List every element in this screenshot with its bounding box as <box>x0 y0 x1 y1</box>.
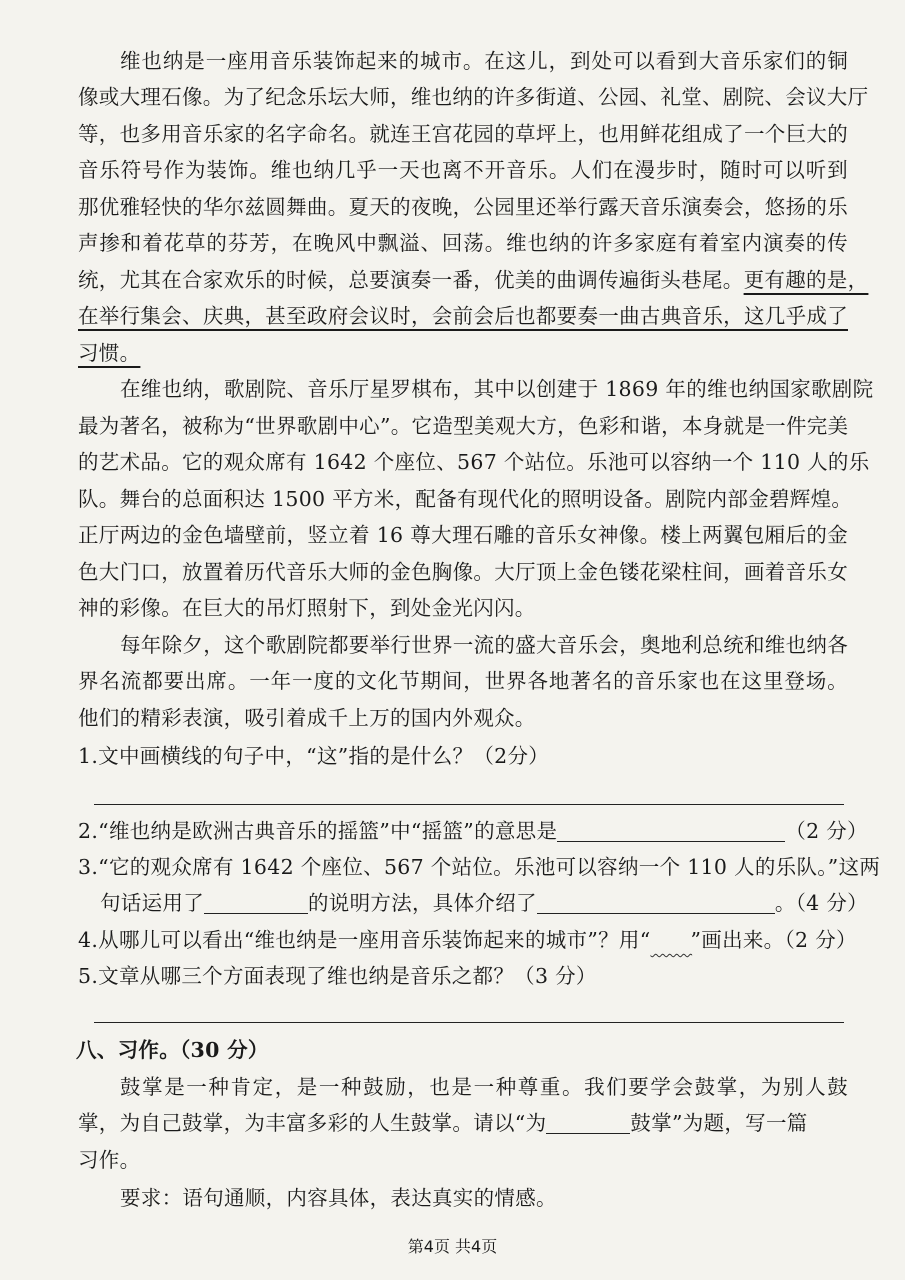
composition-intro-line-2 <box>78 1105 848 1141</box>
question-2-text: 2.“维也纳是欧洲古典音乐的摇篮”中“摇篮”的意思是 <box>78 819 558 843</box>
passage-text: 统，尤其在合家欢乐的时候，总要演奏一番，优美的曲调传遍街头巷尾。 <box>78 268 744 292</box>
section-title-composition: 八、习作。（30 分） <box>76 1038 269 1062</box>
passage-p3-line-3: 他们的精彩表演，吸引着成千上万的国内外观众。 <box>78 706 536 730</box>
question-2 <box>78 813 868 849</box>
passage-p2-line-7: 神的彩像。在巨大的吊灯照射下，到处金光闪闪。 <box>78 596 536 620</box>
answer-blank-composition-title[interactable] <box>546 1109 630 1134</box>
answer-blank-q2[interactable] <box>557 817 785 842</box>
composition-intro-line-1: 鼓掌是一种肯定，是一种鼓励，也是一种尊重。我们要学会鼓掌，为别人鼓 <box>120 1075 848 1099</box>
passage-p1-line-8 <box>78 298 848 334</box>
composition-requirement: 要求：语句通顺，内容具体，表达真实的情感。 <box>120 1186 557 1210</box>
passage-p2-line-4: 队。舞台的总面积达 1500 平方米，配备有现代化的照明设备。剧院内部金碧辉煌。 <box>78 487 853 511</box>
question-5: 5.文章从哪三个方面表现了维也纳是音乐之都？（3 分） <box>78 964 597 988</box>
page-number: 第4页 共4页 <box>407 1237 498 1256</box>
passage-p1-line-1: 维也纳是一座用音乐装饰起来的城市。在这儿，到处可以看到大音乐家们的铜 <box>120 49 848 73</box>
passage-p1-line-4: 音乐符号作为装饰。维也纳几乎一天也离不开音乐。人们在漫步时，随时可以听到 <box>78 158 848 182</box>
passage-p2-line-1: 在维也纳，歌剧院、音乐厅星罗棋布，其中以创建于 1869 年的维也纳国家歌剧院 <box>120 377 874 401</box>
composition-intro-part-b: 鼓掌”为题，写一篇 <box>630 1111 808 1135</box>
underlined-sentence: 在举行集会、庆典，甚至政府会议时，会前会后也都要奏一曲古典音乐，这几乎成了 <box>78 304 848 328</box>
answer-blank-q3-method[interactable] <box>204 889 308 914</box>
question-3-part-c: 。（4 分） <box>774 891 868 915</box>
question-3-part-b: 的说明方法，具体介绍了 <box>308 891 537 915</box>
passage-p1-line-3: 等，也多用音乐家的名字命名。就连王宫花园的草坪上，也用鲜花组成了一个巨大的 <box>78 122 848 146</box>
passage-p1-line-2: 像或大理石像。为了纪念乐坛大师，维也纳的许多街道、公园、礼堂、剧院、会议大厅 <box>78 85 869 109</box>
question-4 <box>78 922 857 958</box>
answer-line-q5[interactable] <box>94 1022 844 1023</box>
passage-p2-line-5: 正厅两边的金色墙壁前，竖立着 16 尊大理石雕的音乐女神像。楼上两翼包厢后的金 <box>78 523 848 547</box>
passage-p2-line-6: 色大门口，放置着历代音乐大师的金色胸像。大厅顶上金色镂花梁柱间，画着音乐女 <box>78 560 848 584</box>
passage-p2-line-2: 最为著名，被称为“世界歌剧中心”。它造型美观大方，色彩和谐，本身就是一件完美 <box>78 414 849 438</box>
passage-p3-line-1: 每年除夕，这个歌剧院都要举行世界一流的盛大音乐会，奥地利总统和维也纳各 <box>120 633 848 657</box>
composition-intro-part-a: 掌，为自己鼓掌，为丰富多彩的人生鼓掌。请以“为 <box>78 1111 547 1135</box>
question-3-part-a: 句话运用了 <box>100 891 204 915</box>
question-1: 1.文中画横线的句子中，“这”指的是什么？（2分） <box>78 744 550 768</box>
passage-p1-line-9 <box>78 335 848 371</box>
passage-p1-line-6: 声掺和着花草的芬芳，在晚风中飘溢、回荡。维也纳的许多家庭有着室内演奏的传 <box>78 231 848 255</box>
passage-p1-line-7 <box>78 262 869 298</box>
underlined-sentence-end: 习惯。 <box>78 341 141 365</box>
answer-line-q1[interactable] <box>94 804 844 805</box>
passage-p1-line-5: 那优雅轻快的华尔兹圆舞曲。夏天的夜晚，公园里还举行露天音乐演奏会，悠扬的乐 <box>78 195 848 219</box>
question-4-part-b: ”画出来。（2 分） <box>690 928 857 952</box>
answer-blank-q3-content[interactable] <box>537 889 775 914</box>
passage-p2-line-3: 的艺术品。它的观众席有 1642 个座位、567 个站位。乐池可以容纳一个 110 人的乐 <box>78 450 870 474</box>
passage-p3-line-2: 界名流都要出席。一年一度的文化节期间，世界各地著名的音乐家也在这里登场。 <box>78 669 848 693</box>
question-3-line-2 <box>100 885 868 921</box>
question-4-part-a: 4.从哪儿可以看出“维也纳是一座用音乐装饰起来的城市”？用“ <box>78 928 651 952</box>
question-3-line-1: 3.“它的观众席有 1642 个座位、567 个站位。乐池可以容纳一个 110 人的乐队。”这两 <box>78 855 881 879</box>
underlined-sentence-start: 更有趣的是， <box>743 268 869 292</box>
composition-intro-line-3: 习作。 <box>78 1148 141 1172</box>
question-2-score: （2 分） <box>785 819 868 843</box>
wavy-line-mark <box>651 922 691 958</box>
